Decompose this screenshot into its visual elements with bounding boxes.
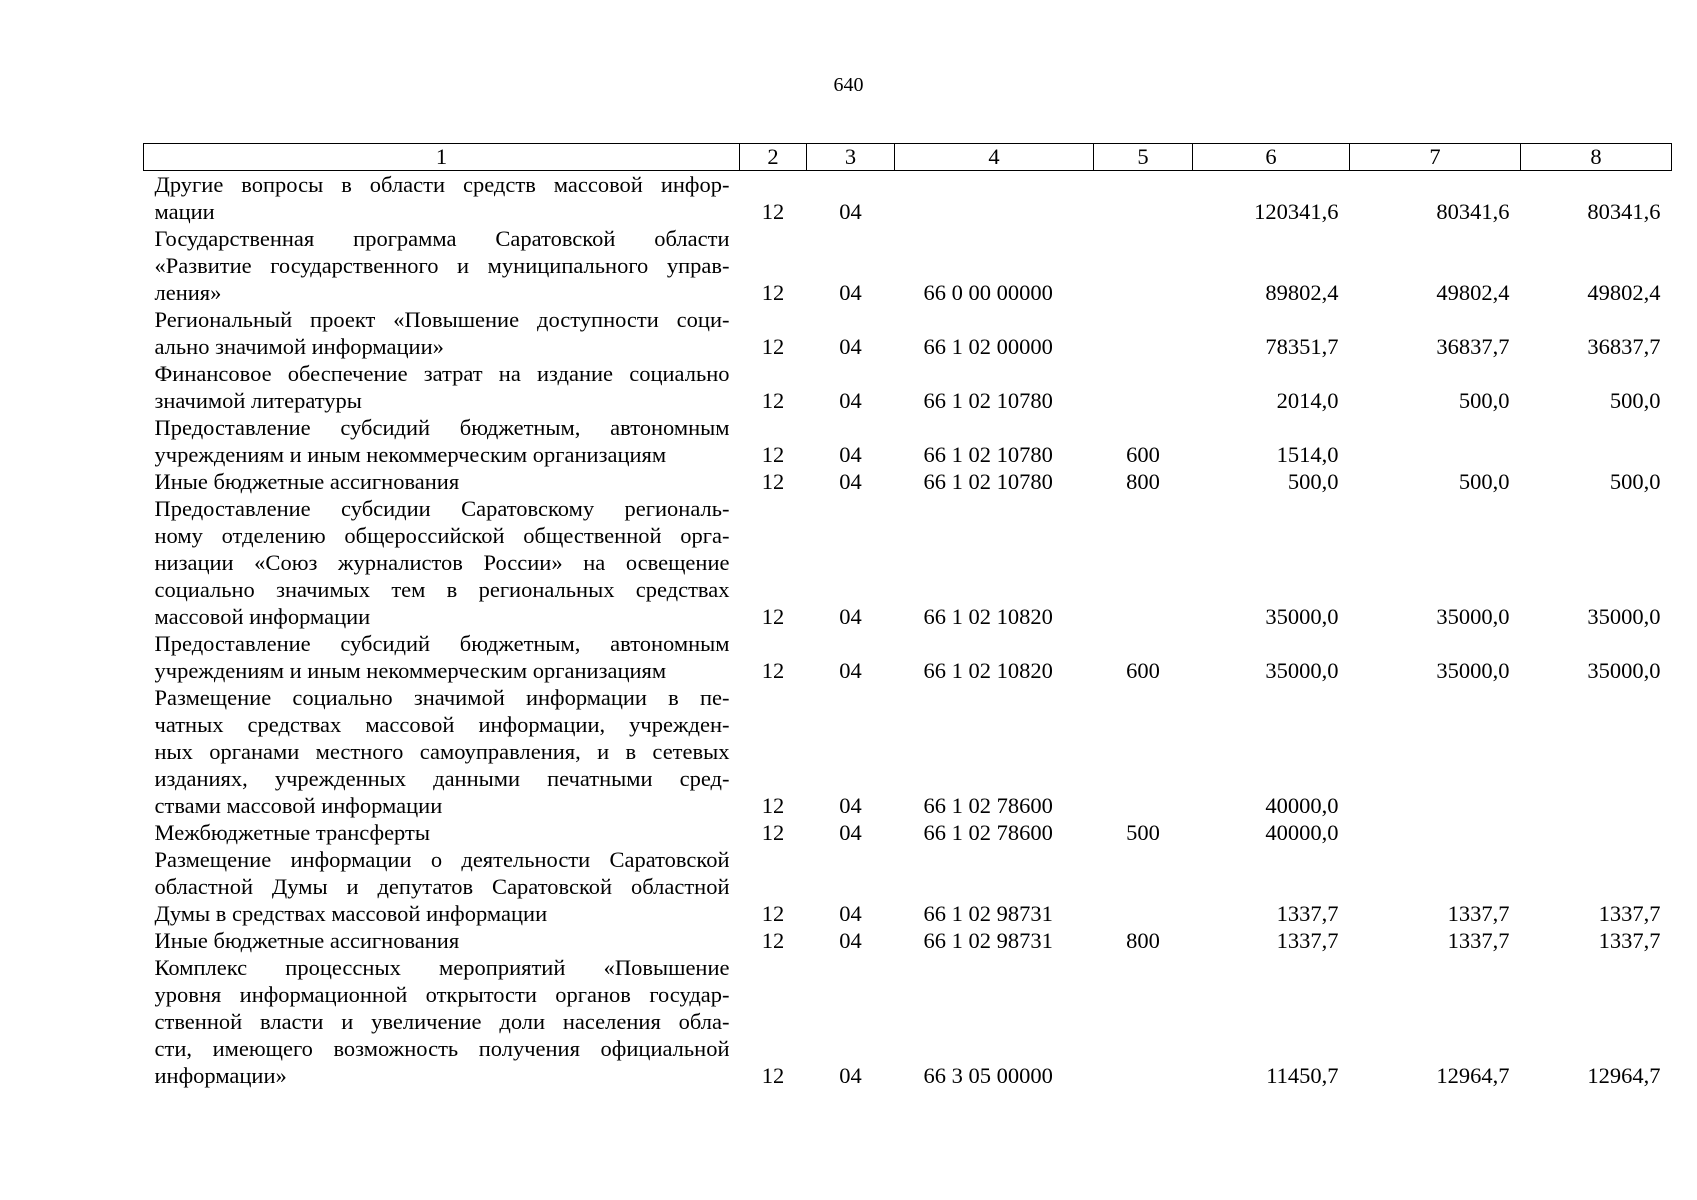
cell-name-line: уровня информационной открытости органов государ-	[154, 982, 730, 1007]
cell-amount-col6: 40000,0	[1265, 820, 1339, 845]
cell-name-line: Финансовое обеспечение затрат на издание социально	[154, 361, 730, 386]
cell-name	[144, 360, 740, 414]
cell-target-article: 66 1 02 10780	[923, 388, 1053, 413]
cell-amount-col7	[1350, 819, 1521, 846]
cell-section: 12	[761, 334, 785, 359]
cell-subsection: 04	[839, 469, 862, 494]
cell-section: 12	[761, 658, 785, 683]
cell-amount-col8: 49802,4	[1587, 280, 1661, 305]
cell-name-line: «Развитие государственного и муниципального управ-	[154, 253, 730, 278]
cell-target-article: 66 1 02 10780	[923, 442, 1053, 467]
table-row	[144, 225, 1672, 306]
table-row	[144, 630, 1672, 684]
header-col-2: 2	[740, 144, 807, 171]
cell-name-line: Предоставление субсидий бюджетным, автономным	[154, 631, 730, 656]
header-col-6: 6	[1193, 144, 1350, 171]
header-col-3: 3	[807, 144, 895, 171]
cell-section: 12	[761, 793, 785, 818]
cell-amount-col8: 35000,0	[1587, 658, 1661, 683]
cell-amount-col8: 500,0	[1609, 469, 1661, 494]
cell-name	[144, 846, 740, 927]
cell-name	[144, 954, 740, 1089]
cell-amount-col8: 500,0	[1609, 388, 1661, 413]
page-number: 640	[833, 74, 864, 96]
cell-amount-col6: 1337,7	[1276, 928, 1339, 953]
cell-amount-col7: 49802,4	[1436, 280, 1510, 305]
cell-amount-col8	[1521, 414, 1672, 468]
cell-name	[144, 306, 740, 360]
cell-name-line: учреждениям и иным некоммерческим организациям	[154, 442, 667, 467]
cell-section: 12	[761, 604, 785, 629]
cell-name	[144, 225, 740, 306]
header-col-5: 5	[1094, 144, 1193, 171]
cell-target-article: 66 1 02 78600	[923, 793, 1053, 818]
cell-name-line: ления»	[154, 280, 222, 305]
cell-amount-col8: 80341,6	[1587, 199, 1661, 224]
cell-subsection: 04	[839, 388, 862, 413]
cell-amount-col6: 500,0	[1287, 469, 1339, 494]
cell-section: 12	[761, 928, 785, 953]
cell-name-line: ствами массовой информации	[154, 793, 443, 818]
cell-target-article: 66 1 02 10820	[923, 658, 1053, 683]
cell-subsection: 04	[839, 658, 862, 683]
cell-amount-col7: 35000,0	[1436, 604, 1510, 629]
cell-name-line: Межбюджетные трансферты	[154, 820, 430, 845]
header-row	[144, 144, 1672, 171]
cell-name-line: учреждениям и иным некоммерческим организациям	[154, 658, 667, 683]
cell-expense-type	[1094, 495, 1193, 630]
cell-name-line: чатных средствах массовой информации, учрежден-	[154, 712, 730, 737]
cell-expense-type: 800	[1126, 469, 1160, 494]
cell-name-line: низации «Союз журналистов России» на освещение	[154, 550, 730, 575]
cell-name	[144, 819, 740, 846]
cell-expense-type: 500	[1126, 820, 1160, 845]
cell-subsection: 04	[839, 820, 862, 845]
cell-name-line: Размещение социально значимой информации в пе-	[154, 685, 730, 710]
cell-expense-type	[1094, 171, 1193, 226]
cell-name-line: Предоставление субсидии Саратовскому региональ-	[154, 496, 730, 521]
cell-name-line: Региональный проект «Повышение доступности соци-	[154, 307, 730, 332]
cell-amount-col8: 12964,7	[1587, 1063, 1661, 1088]
cell-amount-col7: 36837,7	[1436, 334, 1510, 359]
cell-amount-col7: 500,0	[1458, 469, 1510, 494]
header-col-8: 8	[1521, 144, 1672, 171]
cell-amount-col7: 80341,6	[1436, 199, 1510, 224]
header-col-7: 7	[1350, 144, 1521, 171]
cell-target-article: 66 1 02 78600	[923, 820, 1053, 845]
cell-name-line: изданиях, учрежденных данными печатными сред-	[154, 766, 730, 791]
cell-amount-col6: 78351,7	[1265, 334, 1339, 359]
cell-name-line: Размещение информации о деятельности Саратовской	[154, 847, 730, 872]
cell-expense-type	[1094, 846, 1193, 927]
cell-subsection: 04	[839, 793, 862, 818]
cell-amount-col6: 35000,0	[1265, 604, 1339, 629]
cell-amount-col7	[1350, 684, 1521, 819]
cell-expense-type	[1094, 360, 1193, 414]
cell-amount-col8: 35000,0	[1587, 604, 1661, 629]
cell-amount-col7	[1350, 414, 1521, 468]
table-row	[144, 684, 1672, 819]
cell-target-article: 66 1 02 10780	[923, 469, 1053, 494]
cell-name-line: ально значимой информации»	[154, 334, 444, 359]
cell-amount-col8	[1521, 819, 1672, 846]
cell-name	[144, 630, 740, 684]
cell-amount-col6: 1514,0	[1276, 442, 1339, 467]
cell-amount-col7: 1337,7	[1447, 901, 1510, 926]
cell-expense-type	[1094, 954, 1193, 1089]
cell-amount-col7: 35000,0	[1436, 658, 1510, 683]
cell-subsection: 04	[839, 334, 862, 359]
cell-name-line: Думы в средствах массовой информации	[154, 901, 548, 926]
cell-target-article	[895, 171, 1094, 226]
cell-name	[144, 684, 740, 819]
cell-subsection: 04	[839, 901, 862, 926]
cell-section: 12	[761, 901, 785, 926]
cell-name	[144, 927, 740, 954]
cell-expense-type: 600	[1126, 658, 1160, 683]
cell-amount-col7: 12964,7	[1436, 1063, 1510, 1088]
cell-name-line: Предоставление субсидий бюджетным, автономным	[154, 415, 730, 440]
cell-name-line: Иные бюджетные ассигнования	[154, 928, 460, 953]
cell-amount-col7: 500,0	[1458, 388, 1510, 413]
cell-target-article: 66 1 02 98731	[923, 901, 1053, 926]
cell-target-article: 66 1 02 10820	[923, 604, 1053, 629]
cell-expense-type: 800	[1126, 928, 1160, 953]
cell-amount-col8: 1337,7	[1598, 928, 1661, 953]
cell-name-line: сти, имеющего возможность получения официальной	[154, 1036, 730, 1061]
cell-name-line: информации»	[154, 1063, 287, 1088]
cell-amount-col8	[1521, 684, 1672, 819]
table-row	[144, 171, 1672, 226]
cell-name-line: Иные бюджетные ассигнования	[154, 469, 460, 494]
cell-expense-type	[1094, 225, 1193, 306]
cell-amount-col6: 1337,7	[1276, 901, 1339, 926]
cell-amount-col8: 36837,7	[1587, 334, 1661, 359]
cell-name-line: областной Думы и депутатов Саратовской областной	[154, 874, 730, 899]
cell-section: 12	[761, 388, 785, 413]
cell-expense-type: 600	[1126, 442, 1160, 467]
cell-subsection: 04	[839, 280, 862, 305]
table-row	[144, 954, 1672, 1089]
cell-target-article: 66 1 02 00000	[923, 334, 1053, 359]
cell-name	[144, 414, 740, 468]
cell-name-line: массовой информации	[154, 604, 371, 629]
header-col-1: 1	[144, 144, 740, 171]
table-row	[144, 819, 1672, 846]
cell-amount-col6: 35000,0	[1265, 658, 1339, 683]
cell-section: 12	[761, 280, 785, 305]
cell-name	[144, 468, 740, 495]
cell-expense-type	[1094, 684, 1193, 819]
cell-name-line: Другие вопросы в области средств массовой инфор-	[154, 172, 730, 197]
table-row	[144, 360, 1672, 414]
table-row	[144, 306, 1672, 360]
table-row	[144, 468, 1672, 495]
cell-name-line: социально значимых тем в региональных средствах	[154, 577, 730, 602]
table-header	[144, 144, 1672, 171]
cell-name	[144, 495, 740, 630]
cell-subsection: 04	[839, 928, 862, 953]
cell-amount-col6: 40000,0	[1265, 793, 1339, 818]
cell-section: 12	[761, 442, 785, 467]
cell-target-article: 66 1 02 98731	[923, 928, 1053, 953]
cell-name-line: Комплекс процессных мероприятий «Повышение	[154, 955, 730, 980]
table-body	[144, 171, 1672, 1090]
cell-name-line: значимой литературы	[154, 388, 362, 413]
cell-subsection: 04	[839, 442, 862, 467]
header-col-4: 4	[895, 144, 1094, 171]
table-row	[144, 927, 1672, 954]
budget-table	[143, 143, 1672, 1089]
cell-subsection: 04	[839, 604, 862, 629]
cell-target-article: 66 0 00 00000	[923, 280, 1053, 305]
cell-amount-col7: 1337,7	[1447, 928, 1510, 953]
cell-amount-col6: 120341,6	[1254, 199, 1339, 224]
cell-section: 12	[761, 199, 785, 224]
cell-amount-col6: 89802,4	[1265, 280, 1339, 305]
cell-amount-col8: 1337,7	[1598, 901, 1661, 926]
cell-section: 12	[761, 820, 785, 845]
cell-section: 12	[761, 469, 785, 494]
table-row	[144, 846, 1672, 927]
cell-name-line: ному отделению общероссийской общественной орга-	[154, 523, 730, 548]
cell-name-line: ственной власти и увеличение доли населения обла-	[154, 1009, 730, 1034]
cell-amount-col6: 2014,0	[1276, 388, 1339, 413]
cell-expense-type	[1094, 306, 1193, 360]
cell-target-article: 66 3 05 00000	[923, 1063, 1053, 1088]
cell-section: 12	[761, 1063, 785, 1088]
cell-subsection: 04	[839, 199, 862, 224]
cell-subsection: 04	[839, 1063, 862, 1088]
table-row	[144, 414, 1672, 468]
cell-amount-col6: 11450,7	[1266, 1063, 1339, 1088]
cell-name-line: ных органами местного самоуправления, и в сетевых	[154, 739, 730, 764]
cell-name-line: Государственная программа Саратовской области	[154, 226, 730, 251]
cell-name	[144, 171, 740, 226]
table-row	[144, 495, 1672, 630]
cell-name-line: мации	[154, 199, 215, 224]
